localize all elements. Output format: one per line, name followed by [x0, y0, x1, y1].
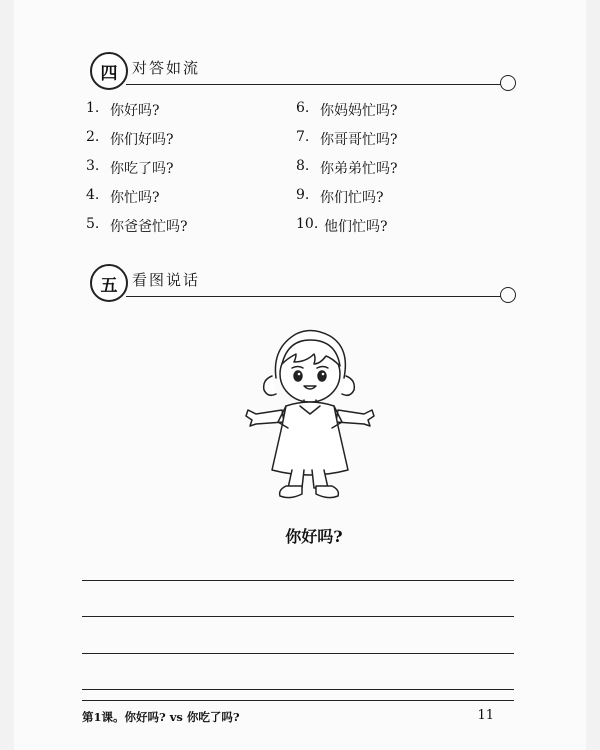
question-item — [296, 158, 496, 180]
question-text: 你好吗? — [110, 103, 160, 119]
question-text: 你妈妈忙吗? — [320, 103, 398, 119]
question-list — [86, 100, 496, 238]
line-end-circle — [500, 287, 516, 303]
question-item — [86, 216, 296, 238]
question-text: 你弟弟忙吗? — [320, 161, 398, 177]
section-four-badge: 四 — [90, 52, 128, 90]
girl-waving-illustration — [242, 318, 378, 502]
section-four-title: 对答如流 — [132, 59, 201, 77]
question-number: 5. — [86, 216, 100, 232]
question-item — [296, 129, 496, 151]
section-five-badge: 五 — [90, 264, 128, 302]
illustration-caption: 你好吗? — [285, 527, 343, 546]
question-number: 9. — [296, 187, 310, 203]
page-number: 11 — [477, 708, 494, 723]
section-divider — [126, 84, 502, 85]
question-item — [86, 158, 296, 180]
question-item — [86, 129, 296, 151]
question-number: 3. — [86, 158, 100, 174]
question-number: 8. — [296, 158, 310, 174]
question-text: 你们好吗? — [110, 132, 174, 148]
question-item — [296, 187, 496, 209]
section-divider — [126, 296, 502, 297]
question-number: 1. — [86, 100, 100, 116]
question-number: 4. — [86, 187, 100, 203]
question-item — [86, 187, 296, 209]
writing-line — [82, 580, 514, 581]
question-item — [296, 100, 496, 122]
footer-divider — [82, 700, 514, 701]
question-text: 你忙吗? — [110, 190, 160, 206]
question-text: 你们忙吗? — [320, 190, 384, 206]
question-number: 10. — [296, 216, 319, 232]
writing-line — [82, 689, 514, 690]
writing-line — [82, 653, 514, 654]
question-text: 他们忙吗? — [324, 219, 388, 235]
question-number: 2. — [86, 129, 100, 145]
question-number: 7. — [296, 129, 310, 145]
line-end-circle — [500, 75, 516, 91]
question-text: 你爸爸忙吗? — [110, 219, 188, 235]
workbook-page — [14, 0, 586, 750]
writing-line — [82, 616, 514, 617]
section-five-title: 看图说话 — [132, 271, 201, 289]
question-text: 你吃了吗? — [110, 161, 174, 177]
section-four-header — [76, 50, 516, 90]
question-item — [296, 216, 496, 238]
question-number: 6. — [296, 100, 310, 116]
question-item — [86, 100, 296, 122]
section-five-header — [76, 262, 516, 302]
question-text: 你哥哥忙吗? — [320, 132, 398, 148]
footer-lesson-title: 第1课。你好吗? vs 你吃了吗? — [82, 710, 240, 724]
